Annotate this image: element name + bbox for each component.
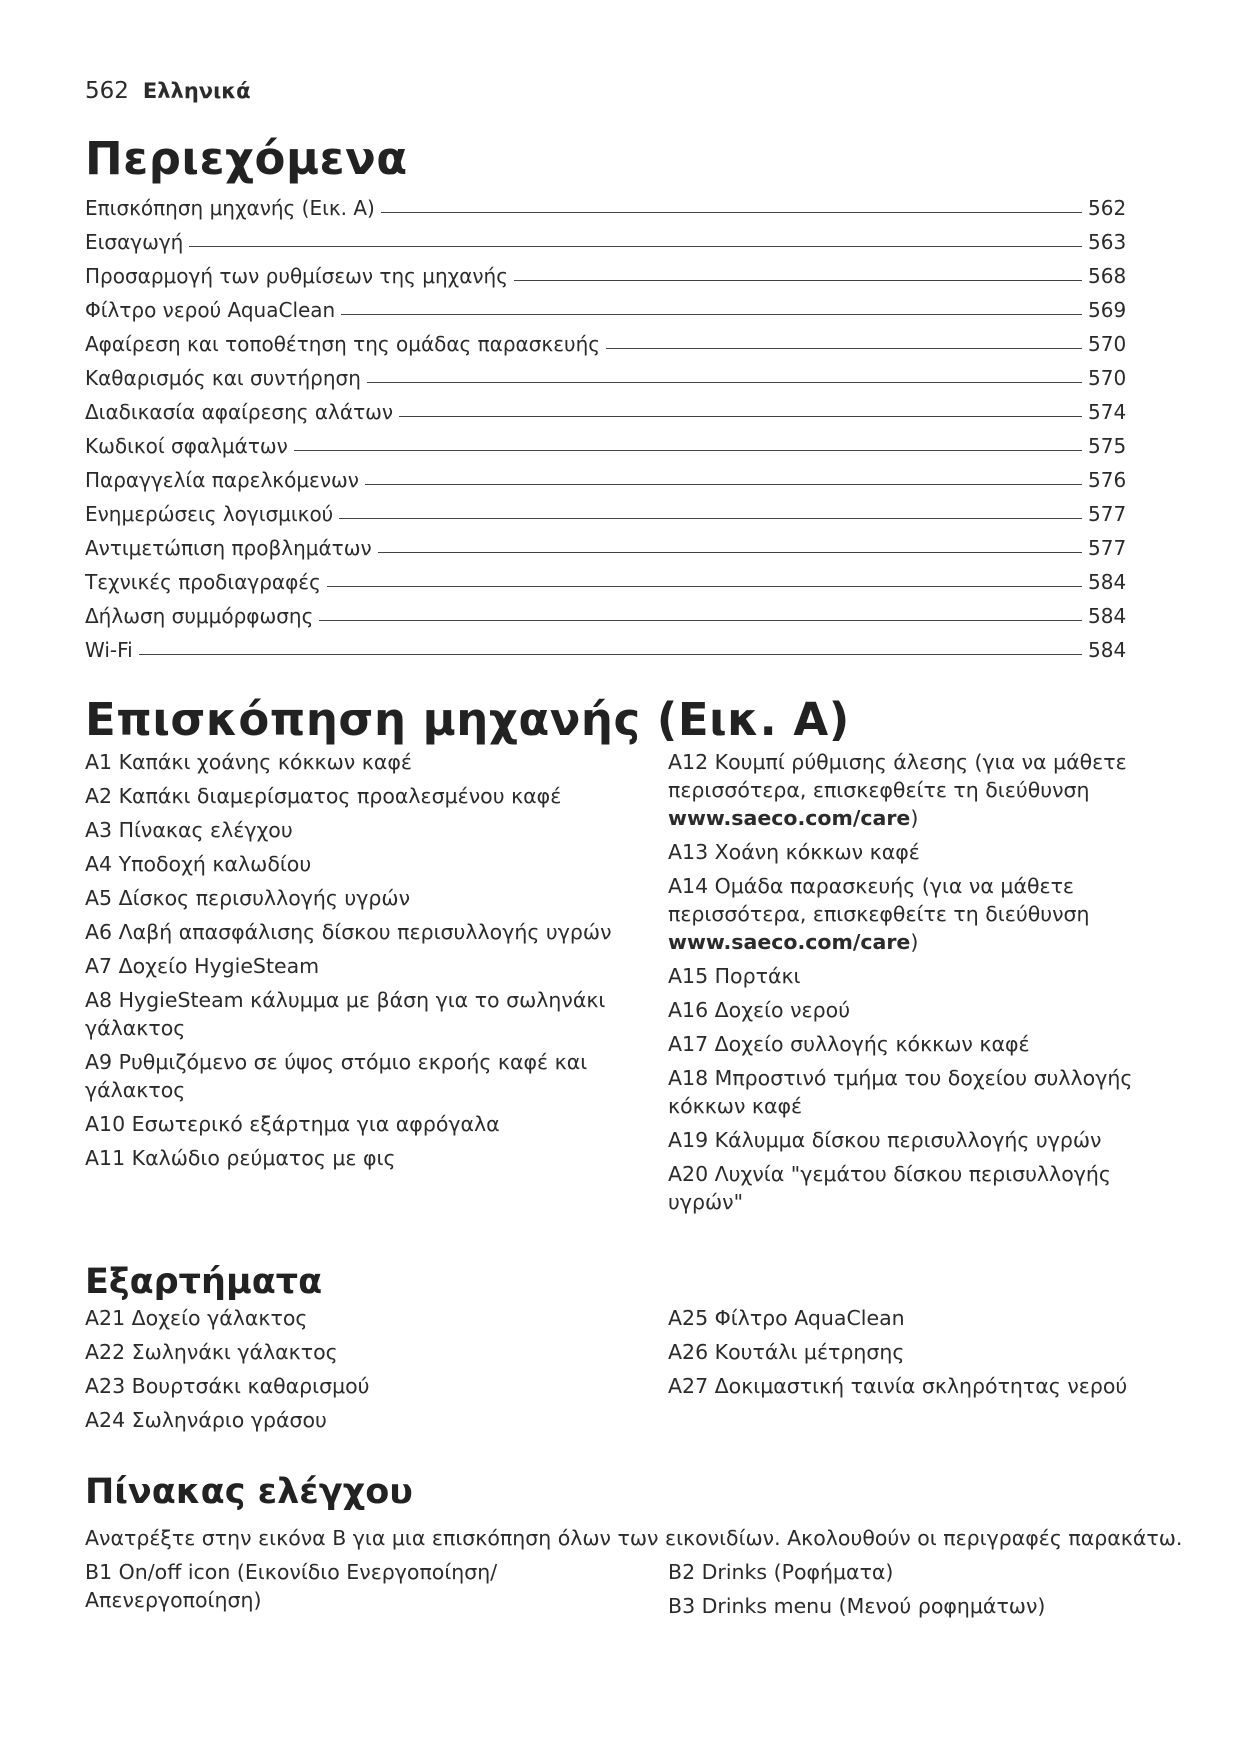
toc-entry[interactable] — [85, 458, 1128, 492]
manual-page — [85, 78, 1183, 1626]
list-item: A25 Φίλτρο AquaClean — [668, 1306, 905, 1330]
toc-entry-page: 575 — [1088, 434, 1127, 458]
toc-entry-title: Αντιμετώπιση προβλημάτων — [85, 536, 372, 560]
toc-entry-page: 574 — [1088, 400, 1127, 424]
page-header — [85, 78, 1155, 104]
toc-leader-line — [139, 654, 1082, 655]
list-item: A3 Πίνακας ελέγχου — [85, 818, 293, 842]
toc-entry-title: Τεχνικές προδιαγραφές — [85, 570, 321, 594]
toc-entry-page: 577 — [1088, 536, 1127, 560]
toc-leader-line — [606, 348, 1082, 349]
toc-entry-title: Παραγγελία παρελκόμενων — [85, 468, 359, 492]
toc-leader-line — [381, 212, 1082, 213]
control-panel-intro: Ανατρέξτε στην εικόνα B για μια επισκόπηση όλων των εικονιδίων. Ακολουθούν οι περιγραφές παρακάτω. — [85, 1526, 1183, 1550]
toc-entry[interactable] — [85, 594, 1128, 628]
toc-entry-page: 584 — [1088, 638, 1127, 662]
toc-leader-line — [378, 552, 1082, 553]
overview-right-column — [668, 748, 1148, 1222]
toc-entry-page: 568 — [1088, 264, 1127, 288]
list-item: A5 Δίσκος περισυλλογής υγρών — [85, 886, 411, 910]
control-panel-columns — [85, 1558, 1155, 1626]
toc-entry-title: Δήλωση συμμόρφωσης — [85, 604, 314, 628]
toc-leader-line — [365, 484, 1082, 485]
list-item: A2 Καπάκι διαμερίσματος προαλεσμένου καφέ — [85, 784, 562, 808]
list-item: A20 Λυχνία "γεμάτου δίσκου περισυλλογής υγρών" — [668, 1162, 1111, 1214]
toc-leader-line — [327, 586, 1082, 587]
list-item: B2 Drinks (Ροφήματα) — [668, 1560, 894, 1584]
toc-leader-line — [319, 620, 1082, 621]
toc-entry-page: 563 — [1088, 230, 1127, 254]
list-item: B1 On/off icon (Εικονίδιο Ενεργοποίηση/Απενεργοποίηση) — [85, 1560, 498, 1612]
list-item: A15 Πορτάκι — [668, 964, 801, 988]
toc-entry[interactable] — [85, 424, 1128, 458]
list-item-a12: A12 Κουμπί ρύθμισης άλεσης (για να μάθετε περισσότερα, επισκεφθείτε τη διεύθυνση www.saeco.com/care) — [668, 750, 1127, 830]
toc-entry-page: 570 — [1088, 366, 1127, 390]
list-item: A23 Βουρτσάκι καθαρισμού — [85, 1374, 370, 1398]
list-item: A24 Σωληνάριο γράσου — [85, 1408, 327, 1432]
toc-leader-line — [399, 416, 1082, 417]
overview-columns — [85, 748, 1155, 1222]
list-item: A8 HygieSteam κάλυμμα με βάση για το σωληνάκι γάλακτος — [85, 988, 606, 1040]
saeco-care-link[interactable]: www.saeco.com/care — [668, 806, 911, 830]
toc-entry-page: 584 — [1088, 604, 1127, 628]
toc-leader-line — [514, 280, 1082, 281]
table-of-contents — [85, 186, 1155, 662]
accessories-columns — [85, 1304, 1155, 1440]
toc-entry-page: 570 — [1088, 332, 1127, 356]
list-item: A7 Δοχείο HygieSteam — [85, 954, 320, 978]
list-item: A18 Μπροστινό τμήμα του δοχείου συλλογής κόκκων καφέ — [668, 1066, 1133, 1118]
page-number: 562 — [85, 78, 129, 104]
toc-entry-page: 577 — [1088, 502, 1127, 526]
list-item: A22 Σωληνάκι γάλακτος — [85, 1340, 338, 1364]
toc-leader-line — [341, 314, 1082, 315]
list-item: A11 Καλώδιο ρεύματος με φις — [85, 1146, 396, 1170]
language-label: Ελληνικά — [142, 79, 251, 103]
accessories-right-column — [668, 1304, 1148, 1440]
overview-title: Επισκόπηση μηχανής (Εικ. A) — [85, 693, 850, 746]
toc-leader-line — [189, 246, 1082, 247]
toc-entry-title: Επισκόπηση μηχανής (Εικ. A) — [85, 196, 375, 220]
toc-leader-line — [339, 518, 1082, 519]
toc-entry[interactable] — [85, 492, 1128, 526]
toc-entry-title: Φίλτρο νερού AquaClean — [85, 298, 336, 322]
toc-entry-title: Προσαρμογή των ρυθμίσεων της μηχανής — [85, 264, 508, 288]
toc-entry-title: Καθαρισμός και συντήρηση — [85, 366, 361, 390]
list-item-a13: A13 Χοάνη κόκκων καφέ — [668, 840, 920, 864]
toc-entry[interactable] — [85, 220, 1128, 254]
overview-left-column — [85, 748, 668, 1222]
list-item: A21 Δοχείο γάλακτος — [85, 1306, 308, 1330]
saeco-care-link[interactable]: www.saeco.com/care — [668, 930, 911, 954]
overview-right-rest — [668, 962, 1148, 1216]
toc-entry-title: Αφαίρεση και τοποθέτηση της ομάδας παρασκευής — [85, 332, 600, 356]
control-panel-title: Πίνακας ελέγχου — [85, 1472, 413, 1512]
toc-entry[interactable] — [85, 254, 1128, 288]
toc-entry-title: Ενημερώσεις λογισμικού — [85, 502, 334, 526]
list-item-a14: A14 Ομάδα παρασκευής (για να μάθετε περισσότερα, επισκεφθείτε τη διεύθυνση www.saeco.com/care) — [668, 874, 1090, 954]
list-item: A17 Δοχείο συλλογής κόκκων καφέ — [668, 1032, 1030, 1056]
toc-entry[interactable] — [85, 560, 1128, 594]
toc-leader-line — [294, 450, 1082, 451]
toc-entry-page: 576 — [1088, 468, 1127, 492]
toc-entry-title: Κωδικοί σφαλμάτων — [85, 434, 288, 458]
toc-leader-line — [367, 382, 1082, 383]
list-item: A9 Ρυθμιζόμενο σε ύψος στόμιο εκροής καφέ και γάλακτος — [85, 1050, 588, 1102]
list-item: A26 Κουτάλι μέτρησης — [668, 1340, 905, 1364]
toc-entry[interactable] — [85, 628, 1128, 662]
list-item: A16 Δοχείο νερού — [668, 998, 851, 1022]
control-panel-right-column — [668, 1558, 1148, 1626]
toc-title: Περιεχόμενα — [85, 132, 408, 185]
list-item: A1 Καπάκι χοάνης κόκκων καφέ — [85, 750, 412, 774]
toc-entry-page: 562 — [1088, 196, 1127, 220]
list-item: A6 Λαβή απασφάλισης δίσκου περισυλλογής υγρών — [85, 920, 612, 944]
toc-entry[interactable] — [85, 288, 1128, 322]
toc-entry[interactable] — [85, 390, 1128, 424]
accessories-title: Εξαρτήματα — [85, 1262, 323, 1302]
toc-entry-title: Wi-Fi — [85, 638, 133, 662]
toc-entry-page: 569 — [1088, 298, 1127, 322]
toc-entry[interactable] — [85, 186, 1128, 220]
control-panel-left-column — [85, 1558, 605, 1626]
list-item: B3 Drinks menu (Μενού ροφημάτων) — [668, 1594, 1046, 1618]
list-item: A4 Υποδοχή καλωδίου — [85, 852, 312, 876]
toc-entry-title: Εισαγωγή — [85, 230, 184, 254]
toc-entry-page: 584 — [1088, 570, 1127, 594]
list-item: A27 Δοκιμαστική ταινία σκληρότητας νερού — [668, 1374, 1128, 1398]
toc-entry-title: Διαδικασία αφαίρεσης αλάτων — [85, 400, 394, 424]
list-item: A10 Εσωτερικό εξάρτημα για αφρόγαλα — [85, 1112, 500, 1136]
toc-entry[interactable] — [85, 356, 1128, 390]
list-item: A19 Κάλυμμα δίσκου περισυλλογής υγρών — [668, 1128, 1102, 1152]
accessories-left-column — [85, 1304, 668, 1440]
toc-entry[interactable] — [85, 526, 1128, 560]
toc-entry[interactable] — [85, 322, 1128, 356]
